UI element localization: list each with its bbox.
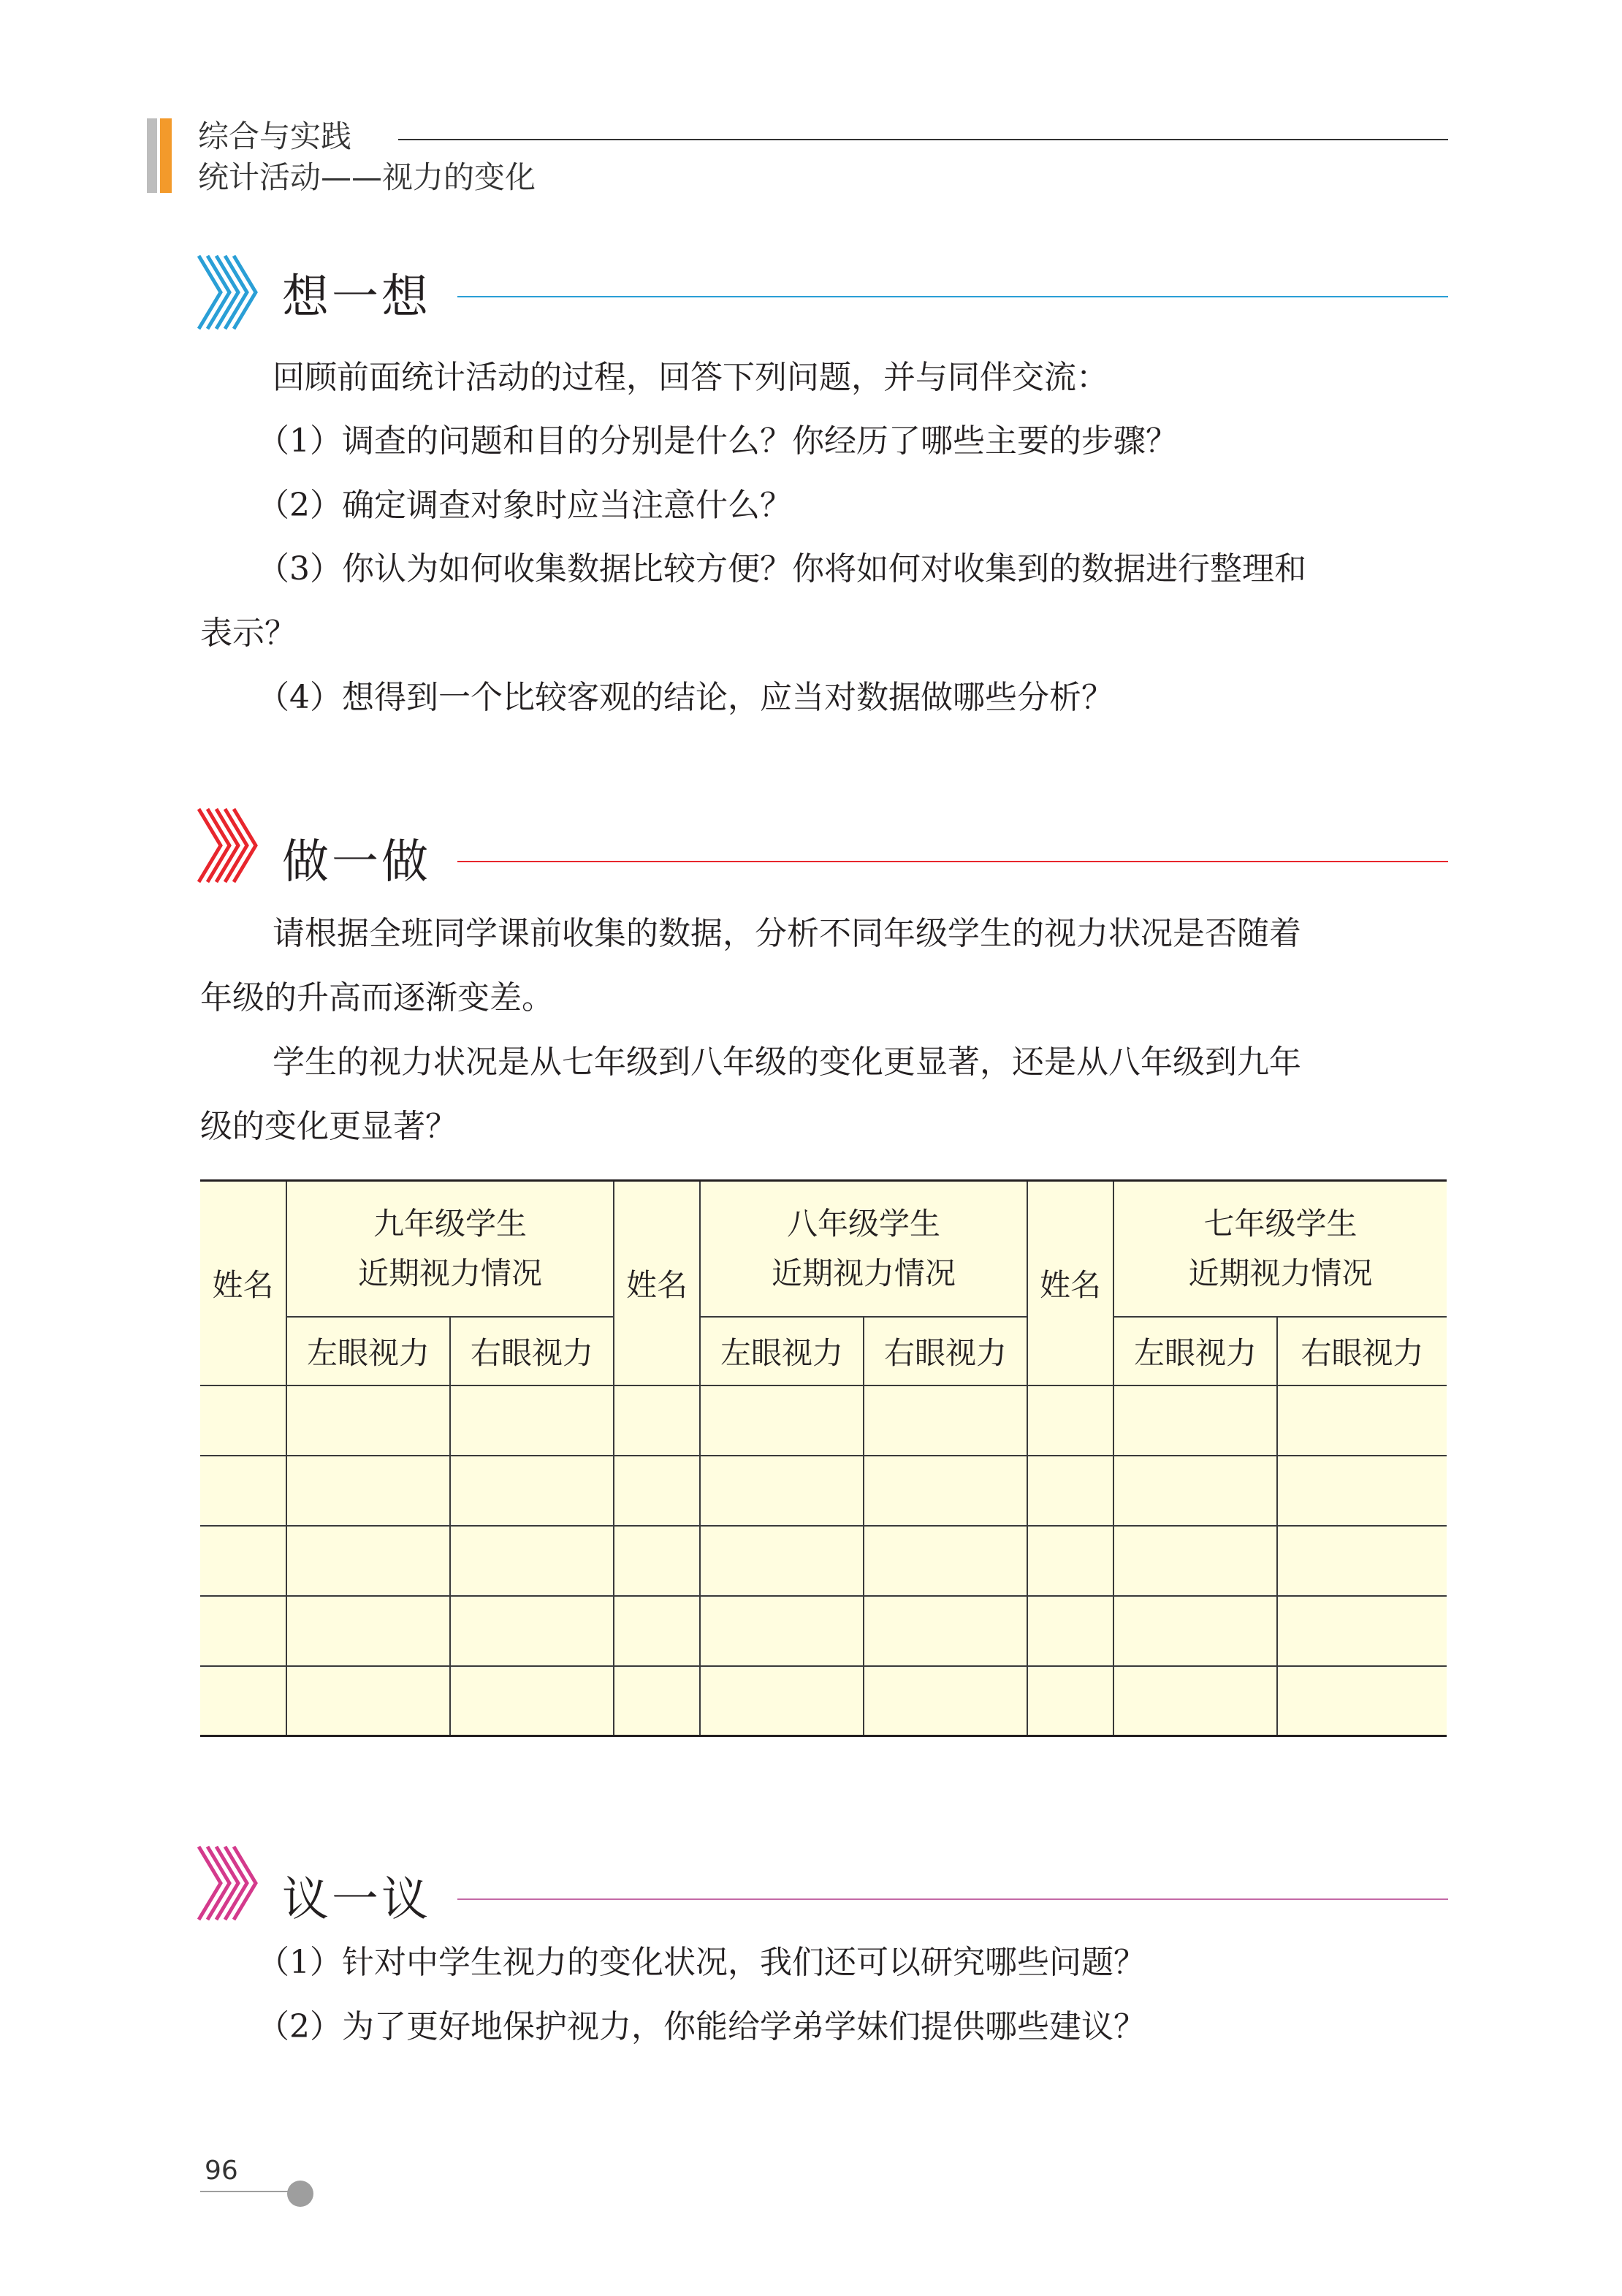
chapter-title: 综合与实践 xyxy=(198,118,352,154)
table-cell xyxy=(200,1385,286,1456)
table-cell xyxy=(286,1666,450,1736)
table-cell xyxy=(450,1596,614,1666)
table-cell xyxy=(1113,1385,1277,1456)
table-cell xyxy=(1027,1596,1113,1666)
table-cell xyxy=(864,1596,1027,1666)
table-cell xyxy=(614,1456,700,1526)
think-question-4: （4）想得到一个比较客观的结论，应当对数据做哪些分析？ xyxy=(257,679,1113,716)
page-number-rule xyxy=(200,2191,295,2192)
table-cell xyxy=(450,1666,614,1736)
table-cell xyxy=(286,1385,450,1456)
grade7-sublabel: 近期视力情况 xyxy=(1188,1255,1373,1291)
name-header-grade8: 姓名 xyxy=(614,1181,700,1385)
table-cell xyxy=(700,1596,864,1666)
discuss-rule xyxy=(457,1898,1448,1900)
table-cell xyxy=(1113,1596,1277,1666)
name-header-grade7: 姓名 xyxy=(1027,1181,1113,1385)
think-question-3-line1: （3）你认为如何收集数据比较方便？你将如何对收集到的数据进行整理和 xyxy=(257,550,1306,588)
grade9-right-eye-header: 右眼视力 xyxy=(450,1317,614,1385)
table-cell xyxy=(614,1666,700,1736)
table-cell xyxy=(1027,1385,1113,1456)
think-title: 想一想 xyxy=(282,270,431,324)
table-cell xyxy=(1277,1526,1447,1596)
grade8-left-eye-header: 左眼视力 xyxy=(700,1317,864,1385)
table-cell xyxy=(700,1666,864,1736)
table-cell xyxy=(1027,1666,1113,1736)
discuss-question-1: （1）针对中学生视力的变化状况，我们还可以研究哪些问题？ xyxy=(257,1944,1146,1981)
table-cell xyxy=(614,1526,700,1596)
header-orange-bar xyxy=(160,118,172,193)
grade8-right-eye-header: 右眼视力 xyxy=(864,1317,1027,1385)
section-subtitle: 统计活动——视力的变化 xyxy=(198,159,536,195)
table-cell xyxy=(1113,1456,1277,1526)
table-cell xyxy=(864,1666,1027,1736)
red-chevrons-icon xyxy=(197,805,278,886)
do-rule xyxy=(457,861,1448,862)
think-question-1: （1）调查的问题和目的分别是什么？你经历了哪些主要的步骤？ xyxy=(257,422,1178,460)
grade9-label: 九年级学生 xyxy=(373,1205,528,1242)
table-cell xyxy=(1027,1526,1113,1596)
header-gray-bar xyxy=(147,118,157,193)
table-cell xyxy=(1277,1385,1447,1456)
do-paragraph-1-line2: 年级的升高而逐渐变差。 xyxy=(200,979,554,1016)
table-cell xyxy=(700,1385,864,1456)
table-cell xyxy=(450,1385,614,1456)
table-cell xyxy=(1277,1596,1447,1666)
grade9-left-eye-header: 左眼视力 xyxy=(286,1317,450,1385)
table-row xyxy=(200,1666,1447,1736)
grade8-sublabel: 近期视力情况 xyxy=(772,1255,956,1291)
page-number: 96 xyxy=(205,2156,238,2186)
discuss-title: 议一议 xyxy=(282,1873,431,1927)
table-cell xyxy=(700,1526,864,1596)
do-title: 做一做 xyxy=(282,835,431,889)
do-paragraph-1-line1: 请根据全班同学课前收集的数据，分析不同年级学生的视力状况是否随着 xyxy=(273,915,1301,952)
table-row xyxy=(200,1385,1447,1456)
table-cell xyxy=(286,1526,450,1596)
page-dot-icon xyxy=(287,2181,313,2207)
think-rule xyxy=(457,296,1448,297)
table-cell xyxy=(286,1596,450,1666)
blue-chevrons-icon xyxy=(197,252,278,332)
grade8-group-header xyxy=(700,1181,1027,1317)
discuss-question-2: （2）为了更好地保护视力，你能给学弟学妹们提供哪些建议？ xyxy=(257,2008,1146,2045)
think-question-2: （2）确定调查对象时应当注意什么？ xyxy=(257,487,792,524)
table-cell xyxy=(614,1385,700,1456)
name-header-grade9: 姓名 xyxy=(200,1181,286,1385)
do-paragraph-2-line2: 级的变化更显著？ xyxy=(200,1108,457,1145)
table-cell xyxy=(1277,1666,1447,1736)
table-cell xyxy=(864,1456,1027,1526)
grade9-sublabel: 近期视力情况 xyxy=(358,1255,543,1291)
do-paragraph-2-line1: 学生的视力状况是从七年级到八年级的变化更显著，还是从八年级到九年 xyxy=(273,1044,1301,1081)
table-cell xyxy=(200,1526,286,1596)
table-cell xyxy=(200,1456,286,1526)
grade8-label: 八年级学生 xyxy=(787,1205,941,1242)
table-row xyxy=(200,1456,1447,1526)
table-cell xyxy=(1027,1456,1113,1526)
table-cell xyxy=(864,1385,1027,1456)
table-row xyxy=(200,1596,1447,1666)
table-cell xyxy=(700,1456,864,1526)
table-cell xyxy=(200,1666,286,1736)
table-cell xyxy=(450,1526,614,1596)
table-cell xyxy=(614,1596,700,1666)
pink-chevrons-icon xyxy=(197,1843,278,1923)
think-intro: 回顾前面统计活动的过程，回答下列问题，并与同伴交流： xyxy=(273,359,1108,396)
vision-data-table xyxy=(200,1179,1447,1735)
table-cell xyxy=(1277,1456,1447,1526)
table-cell xyxy=(1113,1526,1277,1596)
grade9-group-header xyxy=(286,1181,614,1317)
grade7-label: 七年级学生 xyxy=(1203,1205,1358,1242)
grade7-left-eye-header: 左眼视力 xyxy=(1113,1317,1277,1385)
header-rule xyxy=(398,139,1448,140)
grade7-right-eye-header: 右眼视力 xyxy=(1277,1317,1447,1385)
grade7-group-header xyxy=(1113,1181,1447,1317)
table-row xyxy=(200,1526,1447,1596)
table-cell xyxy=(1113,1666,1277,1736)
table-cell xyxy=(286,1456,450,1526)
table-cell xyxy=(200,1596,286,1666)
think-question-3-line2: 表示？ xyxy=(200,615,297,652)
table-cell xyxy=(450,1456,614,1526)
table-cell xyxy=(864,1526,1027,1596)
